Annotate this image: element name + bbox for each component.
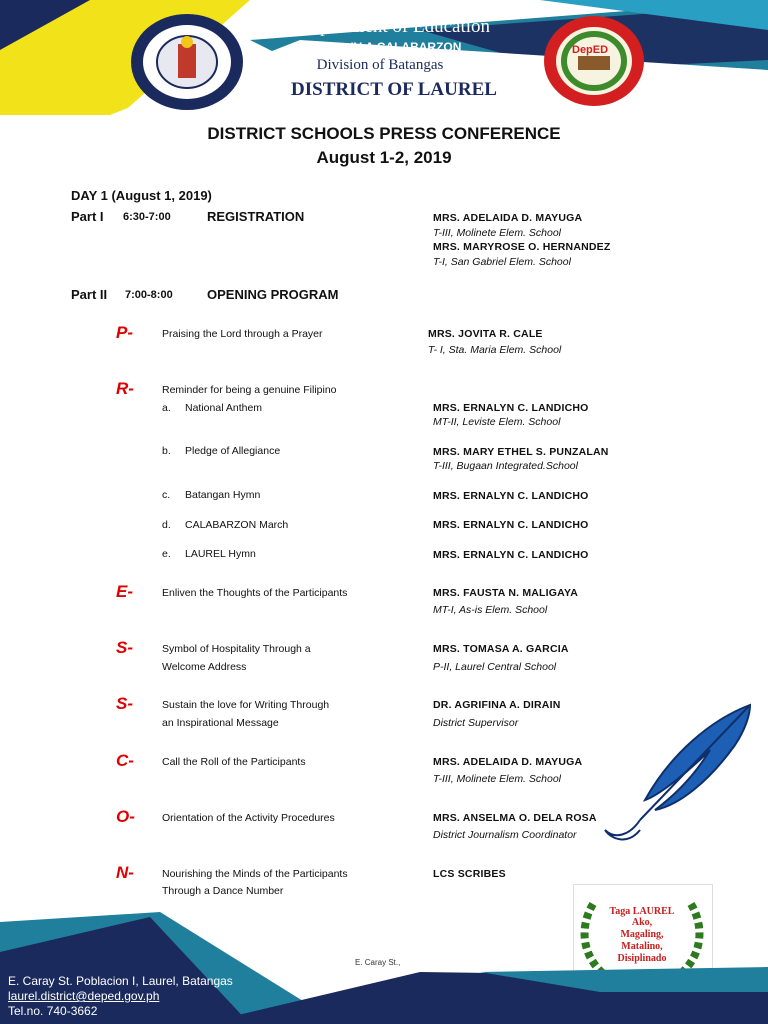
program-item-sub: T- I, Sta. Maria Elem. School xyxy=(428,344,562,356)
program-sub-marker: d. xyxy=(162,519,171,531)
program-item-name: MRS. JOVITA R. CALE xyxy=(428,328,543,340)
program-item-sub: MT-II, Leviste Elem. School xyxy=(433,416,561,428)
region-title: Region IV-A CALABARZON xyxy=(306,40,462,54)
program-item-name: MRS. FAUSTA N. MALIGAYA xyxy=(433,587,579,599)
badge-line-4: Matalino, xyxy=(621,941,663,952)
program-letter: C- xyxy=(116,751,134,770)
program-item-text: Orientation of the Activity Procedures xyxy=(162,812,335,824)
program-item-text-2: an Inspirational Message xyxy=(162,717,279,729)
page-subtitle: August 1-2, 2019 xyxy=(316,148,452,167)
program-item-sub: MT-I, As-is Elem. School xyxy=(433,604,548,616)
program-sub-marker: c. xyxy=(162,489,171,501)
program-item-sub: District Supervisor xyxy=(433,717,519,729)
program-sub-marker: b. xyxy=(162,445,171,457)
program-item-text: Call the Roll of the Participants xyxy=(162,756,306,768)
program-item-text: Pledge of Allegiance xyxy=(185,445,281,457)
program-item-text: Enliven the Thoughts of the Participants xyxy=(162,587,348,599)
program-item-name: MRS. MARY ETHEL S. PUNZALAN xyxy=(433,446,609,458)
program-letter: S- xyxy=(116,694,133,713)
program-item-text: Sustain the love for Writing Through xyxy=(162,699,330,711)
part1-time: 6:30-7:00 xyxy=(123,211,171,223)
badge-line-3: Magaling, xyxy=(620,929,664,940)
part1-sub-2: T-I, San Gabriel Elem. School xyxy=(433,256,571,268)
program-item-name: MRS. ERNALYN C. LANDICHO xyxy=(433,549,589,561)
part1-sub-1: T-III, Molinete Elem. School xyxy=(433,227,561,239)
program-item-text: Symbol of Hospitality Through a xyxy=(162,643,311,655)
program-item-name: LCS SCRIBES xyxy=(433,868,506,880)
program-item-name: MRS. ANSELMA O. DELA ROSA xyxy=(433,812,597,824)
program-item-name: MRS. ADELAIDA D. MAYUGA xyxy=(433,756,583,768)
part1-label: Part I xyxy=(71,209,104,224)
part2-label: Part II xyxy=(71,287,108,302)
program-item-text: Reminder for being a genuine Filipino xyxy=(162,384,337,396)
part1-name-2: MRS. MARYROSE O. HERNANDEZ xyxy=(433,241,611,253)
division-title: Division of Batangas xyxy=(316,57,444,73)
program-item-name: MRS. ERNALYN C. LANDICHO xyxy=(433,402,589,414)
part1-name-1: MRS. ADELAIDA D. MAYUGA xyxy=(433,212,583,224)
program-item-name: DR. AGRIFINA A. DIRAIN xyxy=(433,699,561,711)
program-item-text-2: Through a Dance Number xyxy=(162,885,284,897)
program-letter: P- xyxy=(116,323,133,342)
footer-small-address: E. Caray St., xyxy=(355,958,401,967)
program-item-name: MRS. ERNALYN C. LANDICHO xyxy=(433,519,589,531)
footer-banner xyxy=(0,912,768,1024)
program-item-text: Nourishing the Minds of the Participants xyxy=(162,868,348,880)
program-item-name: MRS. TOMASA A. GARCIA xyxy=(433,643,569,655)
footer-phone: Tel.no. 740-3662 xyxy=(8,1004,98,1018)
badge-line-1: Taga LAUREL xyxy=(609,906,675,917)
program-item-text: Batangan Hymn xyxy=(185,489,261,501)
badge-line-5: Disiplinado xyxy=(617,953,667,964)
badge-line-2: Ako, xyxy=(631,917,653,928)
page-title: DISTRICT SCHOOLS PRESS CONFERENCE xyxy=(207,124,561,143)
program-item-sub: T-III, Bugaan Integrated.School xyxy=(433,460,578,472)
program-item-text: CALABARZON March xyxy=(185,519,289,531)
part1-title: REGISTRATION xyxy=(207,209,305,224)
program-item-text: LAUREL Hymn xyxy=(185,548,256,560)
program-letter: R- xyxy=(116,379,134,398)
program-letter: N- xyxy=(116,863,134,882)
program-item-sub: P-II, Laurel Central School xyxy=(433,661,557,673)
program-item-text: Praising the Lord through a Prayer xyxy=(162,328,323,340)
program-item-sub: T-III, Molinete Elem. School xyxy=(433,773,561,785)
program-item-sub: District Journalism Coordinator xyxy=(433,829,577,841)
program-letter: S- xyxy=(116,638,133,657)
program-item-text: National Anthem xyxy=(185,402,263,414)
part2-title: OPENING PROGRAM xyxy=(207,287,339,302)
district-title: DISTRICT OF LAUREL xyxy=(291,79,497,100)
footer-address: E. Caray St. Poblacion I, Laurel, Batangas xyxy=(8,974,233,988)
department-title: Department of Education xyxy=(297,16,491,37)
program-item-text-2: Welcome Address xyxy=(162,661,247,673)
deped-seal-label: DepED xyxy=(572,44,609,56)
program-letter: E- xyxy=(116,582,133,601)
program-sub-marker: a. xyxy=(162,402,171,414)
day1-heading: DAY 1 (August 1, 2019) xyxy=(71,188,212,203)
part2-time: 7:00-8:00 xyxy=(125,289,173,301)
program-sub-marker: e. xyxy=(162,548,171,560)
footer-email[interactable]: laurel.district@deped.gov.ph xyxy=(8,989,160,1003)
quill-feather-icon xyxy=(600,700,760,850)
program-letter: O- xyxy=(116,807,135,826)
program-item-name: MRS. ERNALYN C. LANDICHO xyxy=(433,490,589,502)
